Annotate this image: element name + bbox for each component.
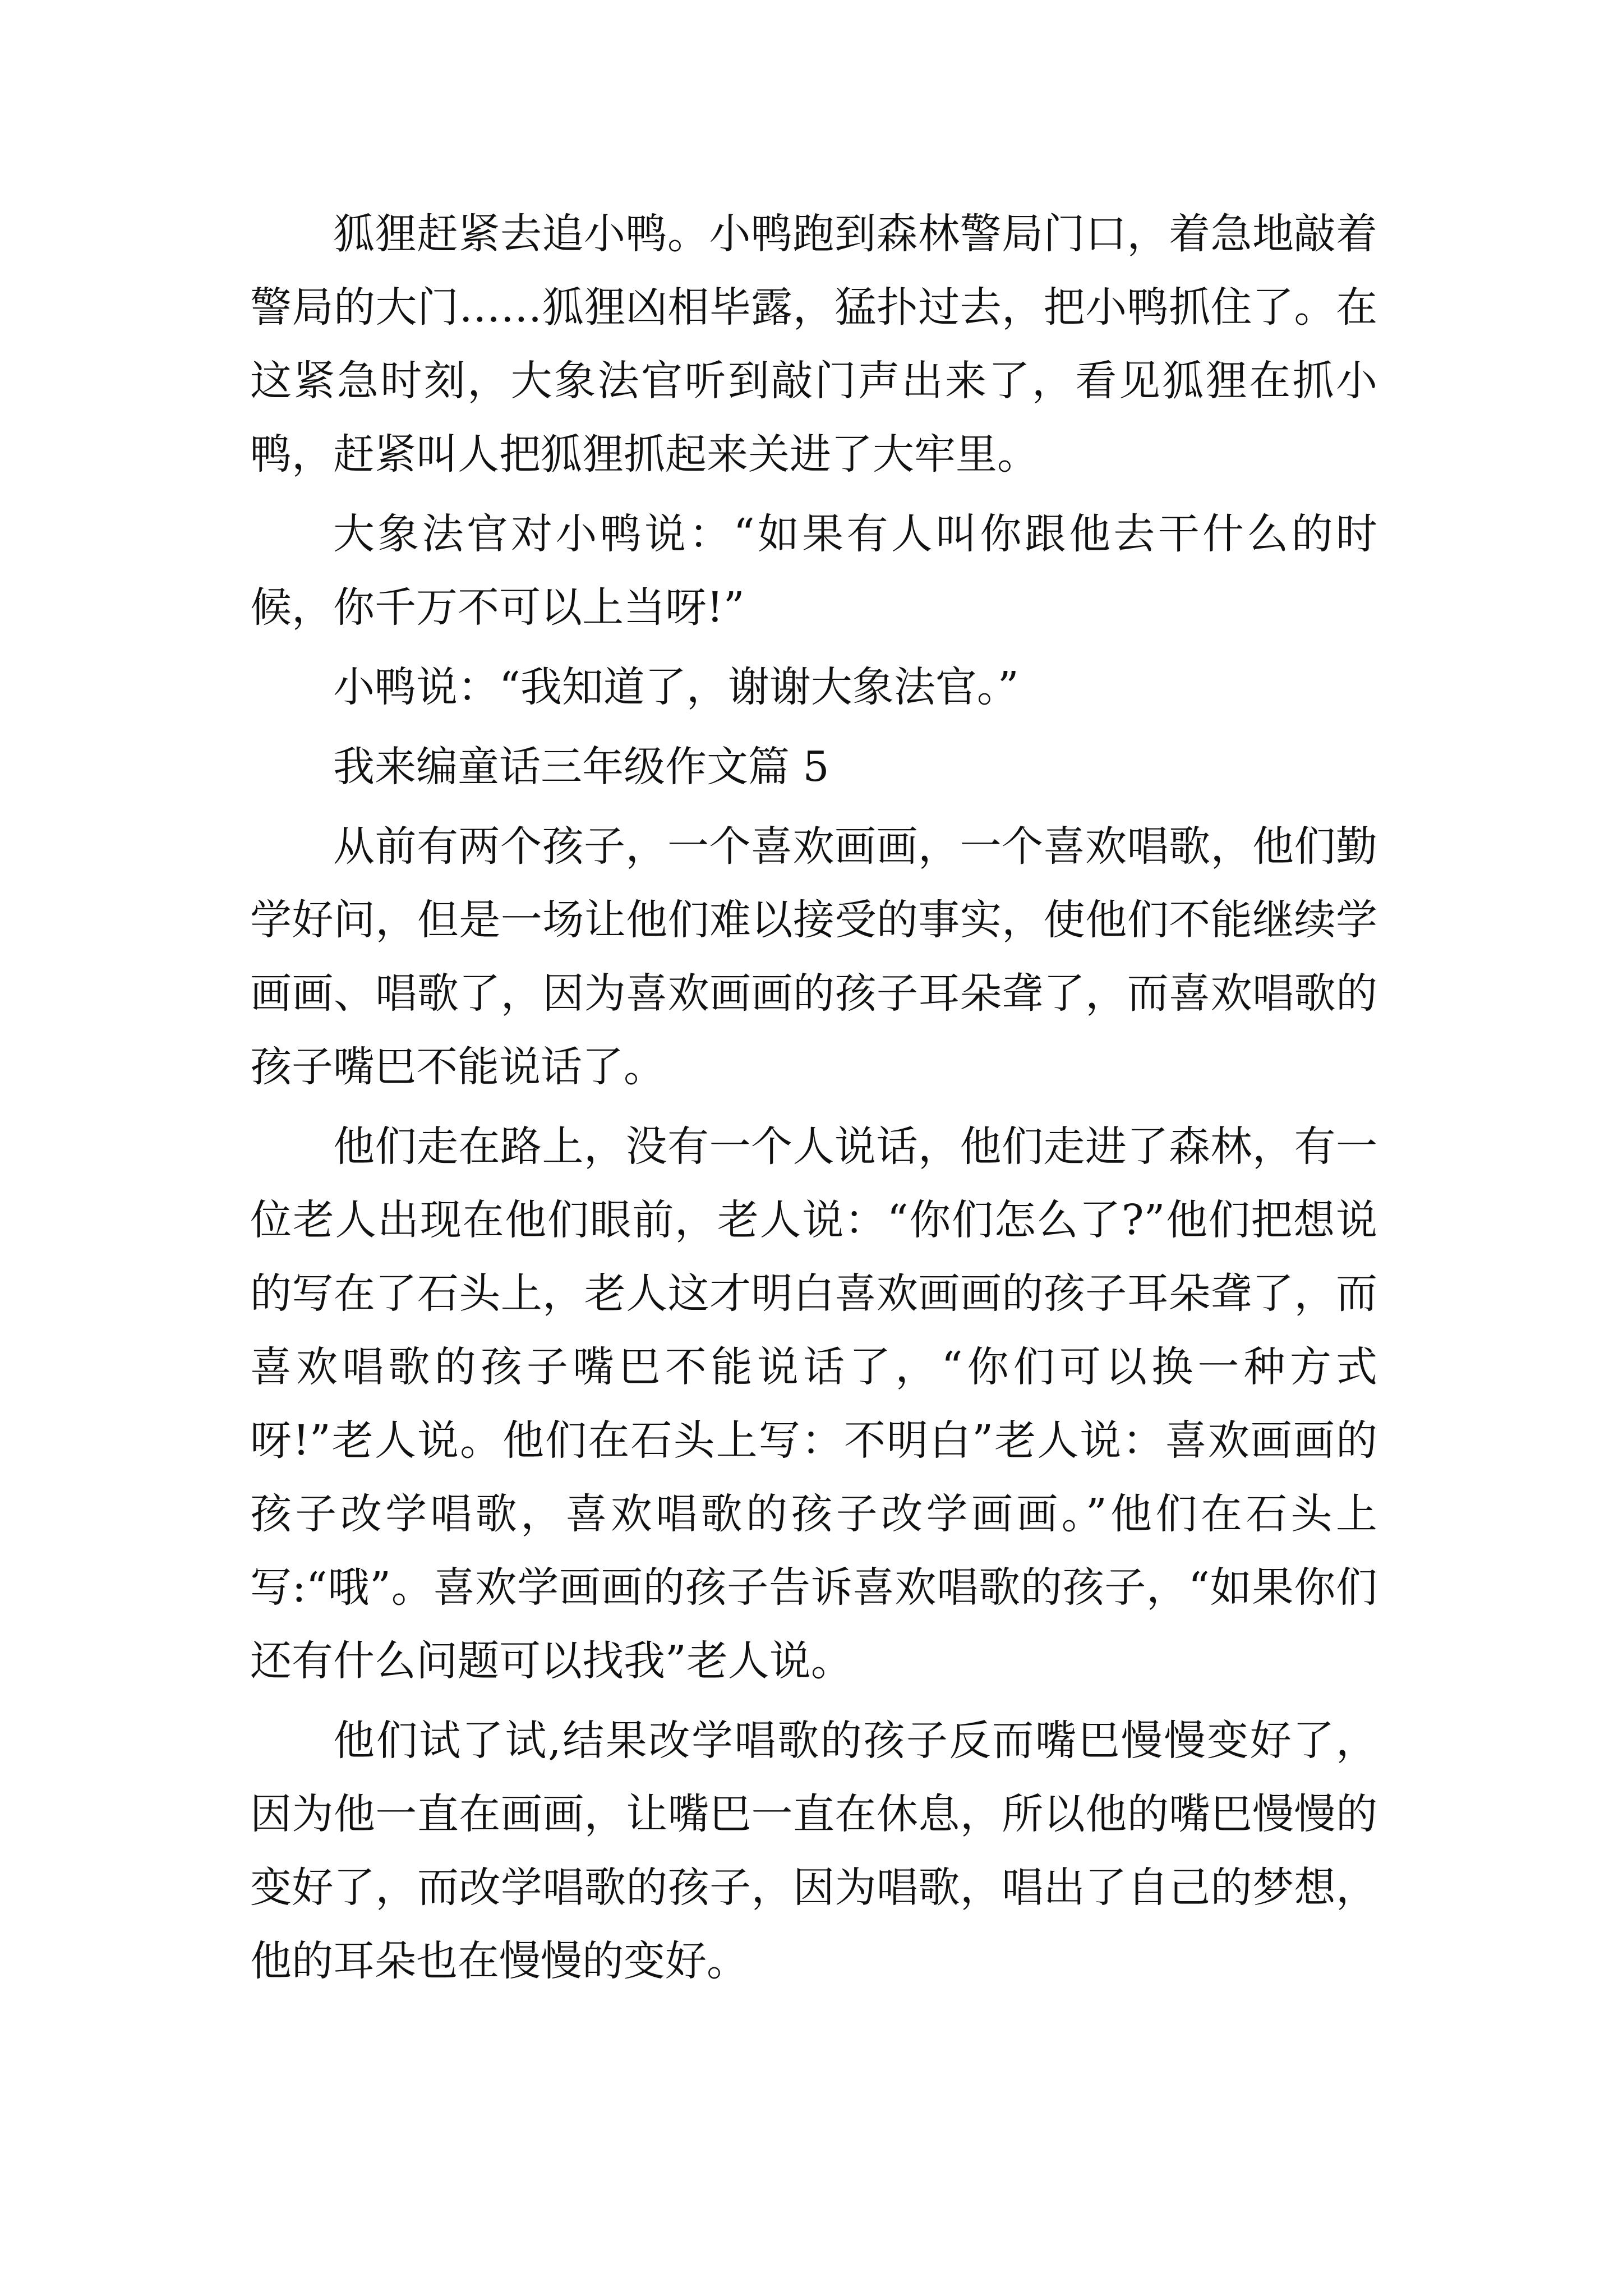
paragraph-result: 他们试了试,结果改学唱歌的孩子反而嘴巴慢慢变好了，因为他一直在画画，让嘴巴一直在休息，所以他的嘴巴慢慢的变好了，而改学唱歌的孩子，因为唱歌，唱出了自己的梦想，他的耳朵也在慢慢的变好。 xyxy=(250,1717,1377,1985)
paragraph-judge-advice: 大象法官对小鸭说：“如果有人叫你跟他去干什么的时候，你千万不可以上当呀!” xyxy=(250,510,1377,632)
paragraph-duck-thanks: 小鸭说：“我知道了，谢谢大象法官。” xyxy=(333,663,1019,711)
paragraph-fox-chase: 狐狸赶紧去追小鸭。小鸭跑到森林警局门口，着急地敲着警局的大门……狐狸凶相毕露，猛扑过去，把小鸭抓住了。在这紧急时刻，大象法官听到敲门声出来了，看见狐狸在抓小鸭，赶紧叫人把狐狸抓起来关进了大牢里。 xyxy=(250,210,1377,478)
document-body xyxy=(250,197,1377,2004)
paragraph-two-children: 从前有两个孩子，一个喜欢画画，一个喜欢唱歌，他们勤学好问，但是一场让他们难以接受的事实，使他们不能继续学画画、唱歌了，因为喜欢画画的孩子耳朵聋了，而喜欢唱歌的孩子嘴巴不能说话了。 xyxy=(250,822,1377,1091)
section-heading: 我来编童话三年级作文篇 5 xyxy=(333,743,829,791)
paragraph-old-man: 他们走在路上，没有一个人说话，他们走进了森林，有一位老人出现在他们眼前，老人说：“你们怎么了?”他们把想说的写在了石头上，老人这才明白喜欢画画的孩子耳朵聋了，而喜欢唱歌的孩子嘴巴不能说话了，“你们可以换一种方式呀!”老人说。他们在石头上写：不明白”老人说：喜欢画画的孩子改学唱歌，喜欢唱歌的孩子改学画画。”他们在石头上写:“哦”。喜欢学画画的孩子告诉喜欢唱歌的孩子，“如果你们还有什么问题可以找我”老人说。 xyxy=(250,1122,1377,1685)
